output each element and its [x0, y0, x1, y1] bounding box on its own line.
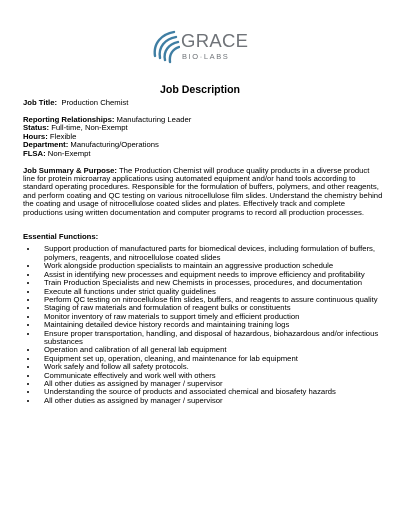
list-item: • Equipment set up, operation, cleaning, and maintenance for lab equipment [38, 355, 383, 363]
document-title: Job Description [159, 84, 241, 96]
list-item: • Work alongside production specialists to maintain an aggressive production schedule [38, 262, 383, 270]
job-title-value: Production Chemist [61, 98, 129, 107]
company-tagline: BIO·LABS [182, 52, 230, 61]
list-item: • Staging of raw materials and formulation of reagent bulks or constituents [38, 304, 383, 312]
flsa-value: Non-Exempt [47, 148, 91, 158]
department-value: Manufacturing/Operations [70, 140, 159, 150]
company-name: GRACE [181, 30, 249, 51]
document-body [23, 99, 383, 405]
essential-functions-list [23, 245, 383, 405]
reporting-label: Reporting Relationships: [23, 115, 115, 124]
list-item: • All other duties as assigned by manager / supervisor [38, 397, 383, 405]
list-item: • Train Production Specialists and new Chemists in processes, procedures, and documentation [38, 279, 383, 287]
status-field [23, 124, 383, 132]
list-item: • Support production of manufactured parts for biomedical devices, including formulation of buffers, polymers, reagents, and nitrocellulose coated slides [38, 245, 383, 262]
job-title-label: Job Title: [23, 98, 58, 107]
flsa-label: FLSA: [23, 148, 46, 158]
department-label: Department: [23, 140, 69, 150]
list-item: • Understanding the source of products and associated chemical and biosafety hazards [38, 388, 383, 396]
essential-functions-heading: Essential Functions: [23, 232, 99, 242]
list-item: • Ensure proper transportation, handling, and disposal of hazardous, biohazardous and/or infectious substances [38, 330, 383, 347]
company-logo [150, 27, 260, 69]
flsa-field [23, 150, 383, 158]
job-title-field [23, 99, 383, 107]
hours-label: Hours: [23, 131, 48, 141]
status-label: Status: [23, 123, 50, 133]
list-item: • Execute all functions under strict quality guidelines [38, 288, 383, 296]
hours-value: Flexible [49, 131, 77, 141]
list-item: • Perform QC testing on nitrocellulose film slides, buffers, and reagents to assure continuous quality [38, 296, 383, 304]
reporting-value: Manufacturing Leader [116, 115, 192, 124]
job-summary-label: Job Summary & Purpose: [23, 165, 117, 175]
status-value: Full-time, Non-Exempt [51, 123, 128, 133]
job-summary-text: The Production Chemist will produce quality products in a diverse product line for protein microarray applications using automated equipment and/or hand tools according to standard operating procedures. Responsible for the formulation of buffers, polymers, and other reagents, and perform coating and QC testing on various nitrocellulose film slides. Understand the chemistry behind the coating and usage of nitrocellulose coated slides and plates. Effectively track and complete productions using written documentation and computer programs to record all production processes. [23, 165, 383, 217]
list-item: • Assist in identifying new processes and equipment needs to improve efficiency and profitability [38, 271, 383, 279]
list-item: • Monitor inventory of raw materials to support timely and efficient production [38, 313, 383, 321]
list-item: • Work safely and follow all safety protocols. [38, 363, 383, 371]
grace-logo-mark-icon [150, 29, 180, 65]
list-item: • Operation and calibration of all general lab equipment [38, 346, 383, 354]
list-item: • Communicate effectively and work well with others [38, 372, 383, 380]
list-item: • Maintaining detailed device history records and maintaining training logs [38, 321, 383, 329]
list-item: • All other duties as assigned by manager / supervisor [38, 380, 383, 388]
job-summary [23, 167, 383, 217]
